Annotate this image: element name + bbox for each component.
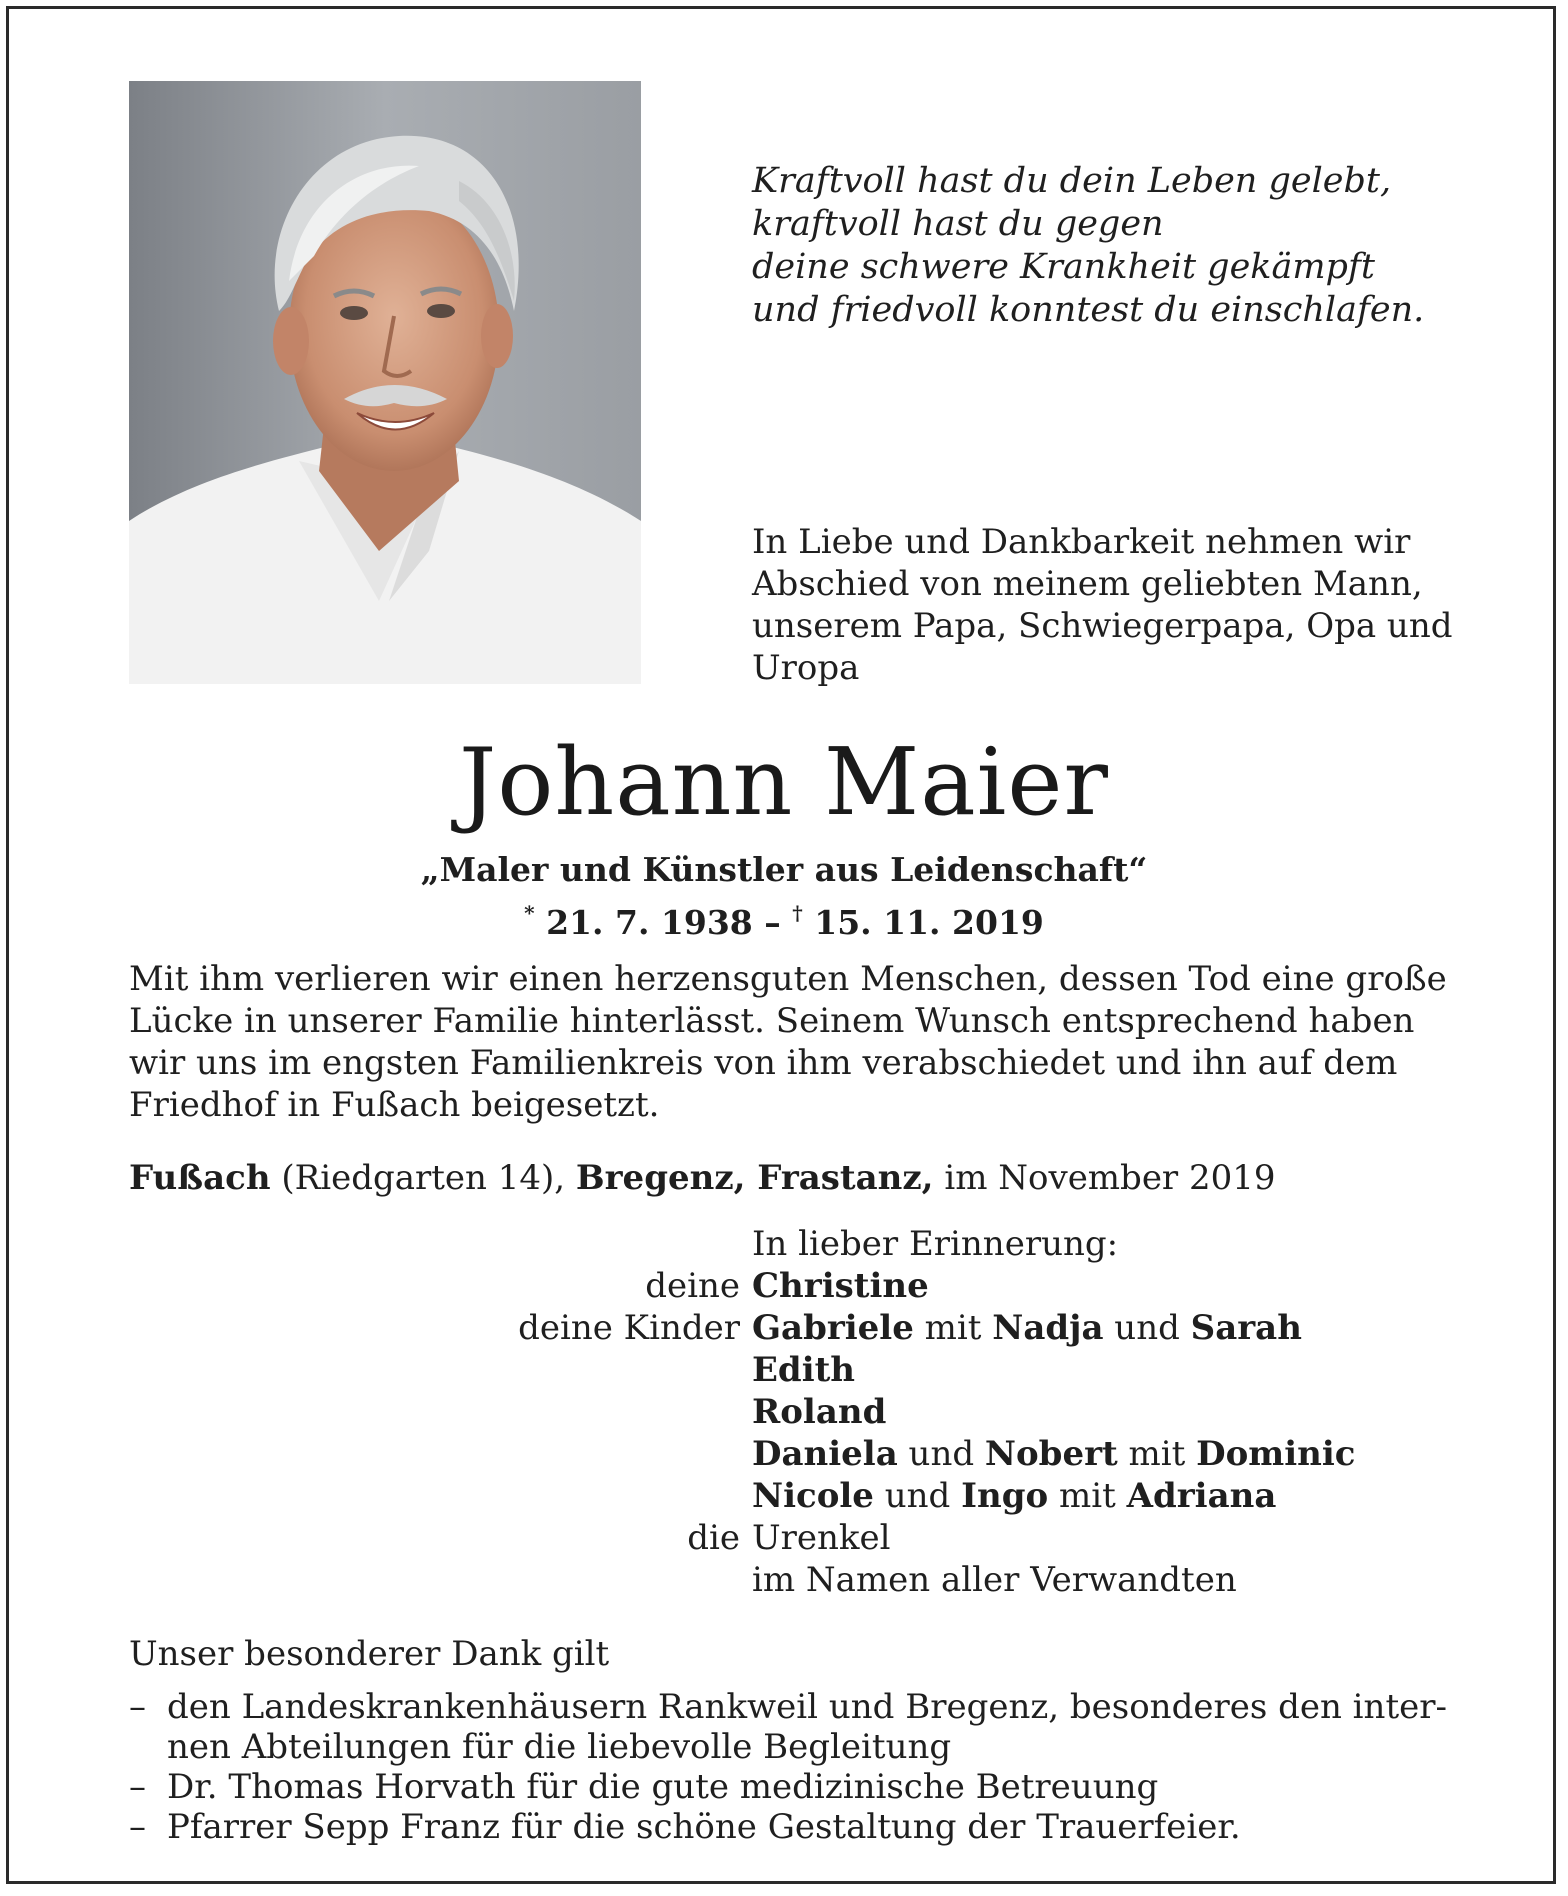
place-address: (Riedgarten 14), bbox=[270, 1158, 576, 1198]
thanks-line: Dr. Thomas Horvath für die gute medizinische Betreuung bbox=[167, 1767, 1159, 1807]
motto-line: und friedvoll konntest du einschlafen. bbox=[752, 290, 1425, 330]
intro-line: Uropa bbox=[752, 648, 860, 688]
motto-line: deine schwere Krankheit gekämpft bbox=[752, 247, 1375, 287]
connector: mit bbox=[1048, 1476, 1127, 1516]
family-list bbox=[0, 1223, 1568, 1601]
partner-name: Nobert bbox=[984, 1434, 1118, 1474]
motto-line: Kraftvoll hast du dein Leben gelebt, bbox=[752, 161, 1392, 201]
death-date: 15. 11. 2019 bbox=[814, 903, 1044, 942]
great-grandchildren: Urenkel bbox=[752, 1518, 891, 1558]
paragraph-line: Friedhof in Fußach beigesetzt. bbox=[129, 1085, 660, 1125]
grandchild-name: Nadja bbox=[992, 1308, 1104, 1348]
thanks-list bbox=[129, 1687, 1449, 1847]
thanks-heading: Unser besonderer Dank gilt bbox=[129, 1634, 610, 1674]
grandchild-name: Sarah bbox=[1190, 1308, 1302, 1348]
relatives-note: im Namen aller Verwandten bbox=[752, 1560, 1237, 1600]
paragraph-line: wir uns im engsten Familienkreis von ihm verabschiedet und ihn auf dem bbox=[129, 1043, 1398, 1083]
partner-name: Ingo bbox=[961, 1476, 1049, 1516]
wife-name: Christine bbox=[752, 1266, 929, 1306]
connector: und bbox=[873, 1476, 962, 1516]
motto-line: kraftvoll hast du gegen bbox=[752, 204, 1164, 244]
child-name: Gabriele bbox=[752, 1308, 914, 1348]
thanks-line: den Landeskrankenhäusern Rankweil und Bregenz, besonderes den inter- bbox=[167, 1687, 1447, 1727]
place-towns: Bregenz, Frastanz, bbox=[575, 1158, 934, 1198]
connector: und bbox=[1103, 1308, 1191, 1348]
life-dates bbox=[0, 892, 1568, 944]
grandchild-name: Dominic bbox=[1196, 1434, 1356, 1474]
wife-label: deine bbox=[645, 1266, 740, 1306]
thanks-line: nen Abteilungen für die liebevolle Begleitung bbox=[167, 1727, 952, 1767]
place-and-date bbox=[129, 1157, 1276, 1199]
child-name: Edith bbox=[752, 1350, 856, 1390]
dash: – bbox=[129, 1687, 146, 1727]
death-symbol: † bbox=[792, 901, 803, 925]
intro-line: unserem Papa, Schwiegerpapa, Opa und bbox=[752, 606, 1453, 646]
thanks-item bbox=[129, 1687, 1449, 1767]
date-separator: – bbox=[764, 903, 781, 942]
birth-date: 21. 7. 1938 bbox=[546, 903, 753, 942]
children-label: deine Kinder bbox=[518, 1308, 740, 1348]
dash: – bbox=[129, 1767, 146, 1807]
intro-text bbox=[752, 521, 1452, 689]
child-name: Roland bbox=[752, 1392, 887, 1432]
thanks-line: Pfarrer Sepp Franz für die schöne Gestaltung der Trauerfeier. bbox=[167, 1807, 1241, 1847]
thanks-item bbox=[129, 1767, 1449, 1807]
deceased-name: Johann Maier bbox=[459, 728, 1109, 836]
portrait-photo bbox=[129, 81, 641, 684]
child-name: Daniela bbox=[752, 1434, 898, 1474]
place-town: Fußach bbox=[129, 1158, 271, 1198]
paragraph-line: Lücke in unserer Familie hinterlässt. Seinem Wunsch entsprechend haben bbox=[129, 1001, 1415, 1041]
deceased-subtitle: „Maler und Künstler aus Leidenschaft“ bbox=[420, 850, 1148, 889]
grandchild-name: Adriana bbox=[1126, 1476, 1277, 1516]
family-heading: In lieber Erinnerung: bbox=[752, 1224, 1119, 1264]
child-name: Nicole bbox=[752, 1476, 874, 1516]
birth-symbol: * bbox=[524, 901, 535, 925]
connector: und bbox=[897, 1434, 985, 1474]
thanks-item bbox=[129, 1807, 1449, 1847]
motto-verse bbox=[752, 160, 1424, 332]
connector: mit bbox=[913, 1308, 993, 1348]
paragraph-line: Mit ihm verlieren wir einen herzensguten Menschen, dessen Tod eine große bbox=[129, 959, 1447, 999]
dash: – bbox=[129, 1807, 146, 1847]
connector: mit bbox=[1117, 1434, 1197, 1474]
intro-line: In Liebe und Dankbarkeit nehmen wir bbox=[752, 522, 1411, 562]
body-paragraph bbox=[129, 958, 1447, 1126]
intro-line: Abschied von meinem geliebten Mann, bbox=[752, 564, 1423, 604]
great-grandchildren-label: die bbox=[687, 1518, 740, 1558]
place-month: im November 2019 bbox=[933, 1158, 1276, 1198]
